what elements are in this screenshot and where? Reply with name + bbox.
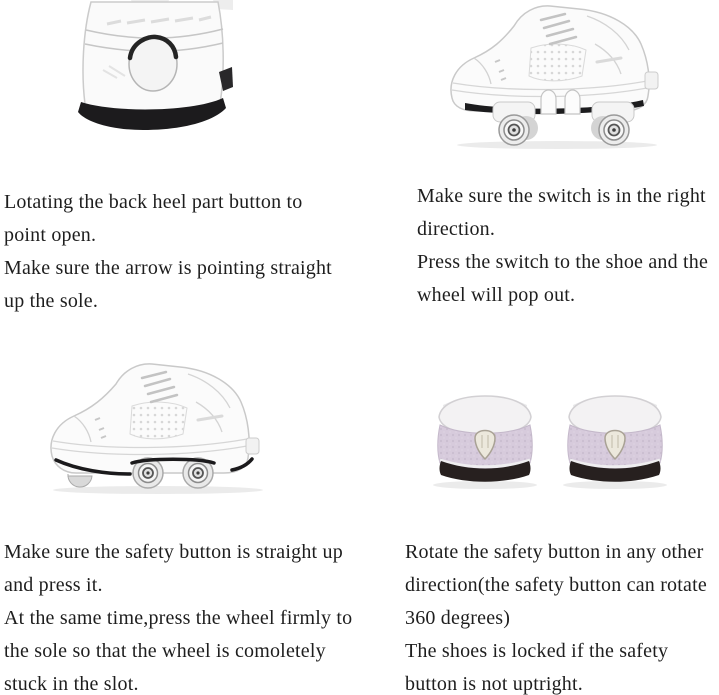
right-heel-safety-button bbox=[563, 396, 667, 489]
left-heel-safety-button bbox=[433, 396, 537, 489]
instruction-bottom-right bbox=[405, 536, 719, 695]
front-wheel-sliver bbox=[68, 474, 92, 487]
figure-heel-button-closeup bbox=[73, 0, 233, 136]
two-heels-illustration bbox=[433, 391, 667, 491]
wheel-slot bbox=[541, 90, 556, 114]
wheel-slot bbox=[565, 90, 580, 114]
heel-tab bbox=[246, 438, 259, 454]
instruction-line: Rotate the safety button in any other bbox=[405, 541, 704, 563]
figure-shoe-wheels-retracted bbox=[40, 356, 272, 496]
instruction-line: Make sure the switch is in the right bbox=[417, 185, 706, 207]
rear-wheel bbox=[599, 115, 629, 145]
instruction-line: Make sure the arrow is pointing straight bbox=[4, 256, 332, 279]
shadow bbox=[457, 141, 657, 149]
instruction-line: 360 degrees) bbox=[405, 606, 511, 629]
heel-tab bbox=[645, 72, 658, 89]
instruction-top-left bbox=[4, 186, 376, 318]
instruction-bottom-left bbox=[4, 536, 386, 695]
instruction-line: wheel will pop out. bbox=[417, 283, 576, 306]
instruction-line: Lotating the back heel part button to bbox=[4, 191, 303, 213]
instruction-line: stuck in the slot. bbox=[4, 672, 139, 695]
instruction-line: Make sure the safety button is straight up bbox=[4, 541, 343, 563]
heel-closeup-illustration bbox=[73, 0, 233, 136]
instruction-line: direction. bbox=[417, 217, 496, 240]
mesh-panel bbox=[529, 44, 586, 81]
instruction-line: The shoes is locked if the safety bbox=[405, 639, 669, 662]
instruction-line: and press it. bbox=[4, 573, 103, 596]
instruction-line: At the same time,press the wheel firmly to bbox=[4, 606, 353, 629]
instruction-top-right bbox=[417, 180, 717, 312]
wheels-retracted-illustration bbox=[40, 356, 272, 496]
shadow bbox=[53, 486, 263, 494]
instruction-line: Press the switch to the shoe and the bbox=[417, 250, 709, 273]
instruction-line: direction(the safety button can rotate bbox=[405, 573, 707, 596]
figure-two-heels bbox=[433, 391, 667, 491]
figure-shoe-wheels-out bbox=[437, 0, 665, 150]
wheels-out-illustration bbox=[437, 0, 665, 150]
instruction-line: up the sole. bbox=[4, 289, 99, 312]
front-wheel bbox=[499, 115, 529, 145]
instruction-line: the sole so that the wheel is comoletely bbox=[4, 639, 326, 662]
instruction-line: button is not uptright. bbox=[405, 672, 583, 695]
mesh-panel bbox=[130, 402, 187, 439]
instruction-line: point open. bbox=[4, 223, 97, 246]
